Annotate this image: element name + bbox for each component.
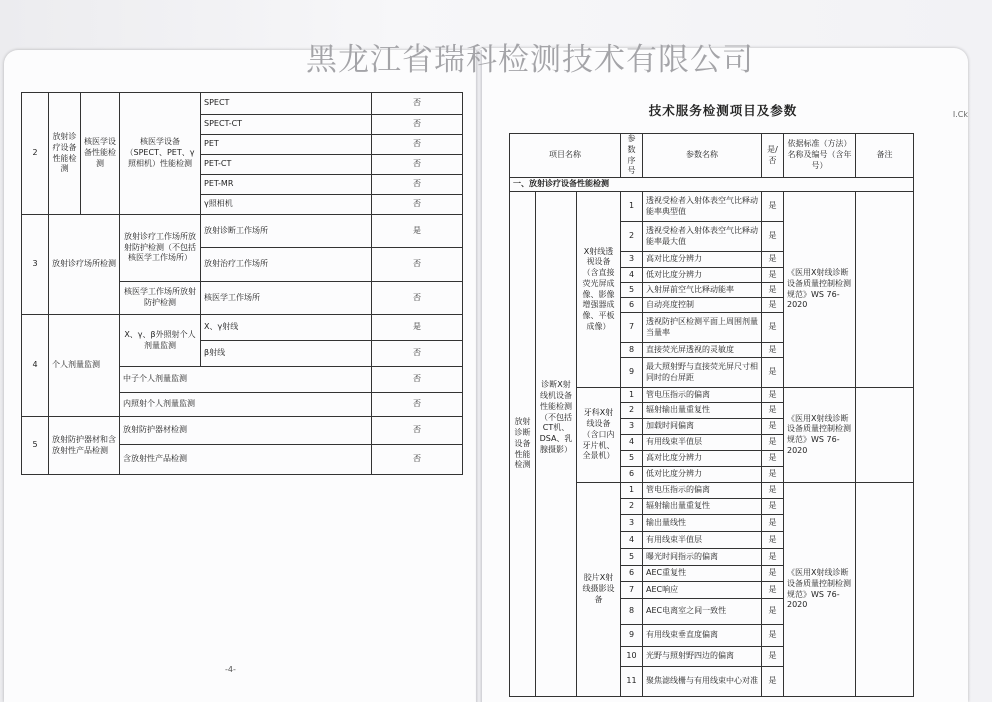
flag-cell: 否 bbox=[372, 155, 463, 175]
param-cell: 透视受检者入射体表空气比释动能率典型值 bbox=[643, 192, 762, 222]
category-cell: 放射诊断设备性能检测 bbox=[510, 192, 536, 697]
param-cell: PET-MR bbox=[201, 175, 372, 195]
seq-cell: 2 bbox=[621, 222, 643, 252]
param-cell: 输出量线性 bbox=[643, 515, 762, 532]
seq-cell: 9 bbox=[621, 358, 643, 388]
param-cell: PET-CT bbox=[201, 155, 372, 175]
seq-cell: 3 bbox=[621, 252, 643, 268]
remark-cell bbox=[856, 483, 914, 697]
param-cell: 有用线束半值层 bbox=[643, 532, 762, 549]
group-item: 放射防护器材检测 bbox=[120, 417, 372, 445]
seq-cell: 2 bbox=[621, 403, 643, 419]
group-category: 个人剂量监测 bbox=[49, 315, 120, 417]
flag-cell: 是 bbox=[762, 667, 784, 697]
flag-cell: 是 bbox=[762, 599, 784, 625]
seq-cell: 1 bbox=[621, 483, 643, 499]
group-subcategory: 核医学设备性能检测 bbox=[81, 93, 120, 215]
flag-cell: 否 bbox=[372, 393, 463, 417]
group-category: 放射诊疗设备性能检测 bbox=[49, 93, 81, 215]
param-cell: 最大照射野与直接荧光屏尺寸相同时的台屏距 bbox=[643, 358, 762, 388]
group-name: 牙科X射线设备（含口内牙片机、全景机） bbox=[577, 388, 621, 483]
param-cell: 聚焦滤线栅与有用线束中心对准 bbox=[643, 667, 762, 697]
seq-cell: 10 bbox=[621, 647, 643, 667]
param-cell: 曝光时间指示的偏离 bbox=[643, 549, 762, 566]
flag-cell: 是 bbox=[762, 549, 784, 566]
flag-cell: 是 bbox=[762, 499, 784, 515]
flag-cell: 是 bbox=[762, 435, 784, 451]
flag-cell: 否 bbox=[372, 135, 463, 155]
header-project: 项目名称 bbox=[510, 134, 621, 178]
group-number: 4 bbox=[22, 315, 49, 417]
param-cell: 辐射输出量重复性 bbox=[643, 403, 762, 419]
param-cell: SPECT bbox=[201, 93, 372, 115]
param-cell: PET bbox=[201, 135, 372, 155]
flag-cell: 否 bbox=[372, 175, 463, 195]
seq-cell: 6 bbox=[621, 467, 643, 483]
seq-cell: 9 bbox=[621, 625, 643, 647]
flag-cell: 是 bbox=[372, 315, 463, 341]
flag-cell: 是 bbox=[762, 483, 784, 499]
param-cell: 直接荧光屏透视的灵敏度 bbox=[643, 343, 762, 358]
param-cell: 放射诊断工作场所 bbox=[201, 215, 372, 248]
flag-cell: 是 bbox=[762, 515, 784, 532]
remark-cell bbox=[856, 192, 914, 388]
param-cell: 光野与照射野四边的偏离 bbox=[643, 647, 762, 667]
seq-cell: 6 bbox=[621, 298, 643, 313]
header-basis: 依据标准（方法）名称及编号（含年号） bbox=[784, 134, 856, 178]
seq-cell: 11 bbox=[621, 667, 643, 697]
param-cell: 高对比度分辨力 bbox=[643, 451, 762, 467]
group-item: 核医学设备（SPECT、PET、γ照相机）性能检测 bbox=[120, 93, 201, 215]
param-cell: 有用线束半值层 bbox=[643, 435, 762, 451]
group-number: 2 bbox=[22, 93, 49, 215]
param-cell: 高对比度分辨力 bbox=[643, 252, 762, 268]
left-table bbox=[21, 92, 463, 475]
group-category: 放射防护器材和含放射性产品检测 bbox=[49, 417, 120, 475]
flag-cell: 否 bbox=[372, 93, 463, 115]
group-number: 3 bbox=[22, 215, 49, 315]
param-cell: 低对比度分辨力 bbox=[643, 467, 762, 483]
flag-cell: 否 bbox=[372, 341, 463, 367]
page-title: 技术服务检测项目及参数 bbox=[648, 103, 798, 118]
flag-cell: 是 bbox=[762, 388, 784, 403]
seq-cell: 4 bbox=[621, 532, 643, 549]
param-cell: X、γ射线 bbox=[201, 315, 372, 341]
basis-cell: 《医用X射线诊断设备质量控制检测规范》WS 76-2020 bbox=[784, 483, 856, 697]
flag-cell: 是 bbox=[762, 313, 784, 343]
param-cell: β射线 bbox=[201, 341, 372, 367]
seq-cell: 8 bbox=[621, 599, 643, 625]
param-cell: SPECT-CT bbox=[201, 115, 372, 135]
param-cell: 入射屏前空气比释动能率 bbox=[643, 283, 762, 298]
flag-cell: 是 bbox=[762, 343, 784, 358]
param-cell: AEC重复性 bbox=[643, 566, 762, 582]
param-cell: 管电压指示的偏离 bbox=[643, 483, 762, 499]
flag-cell: 是 bbox=[762, 647, 784, 667]
param-cell: 管电压指示的偏离 bbox=[643, 388, 762, 403]
flag-cell: 是 bbox=[762, 467, 784, 483]
subcategory-cell: 诊断X射线机设备性能检测（不包括CT机、DSA、乳腺摄影） bbox=[536, 192, 577, 697]
basis-cell: 《医用X射线诊断设备质量控制检测规范》WS 76-2020 bbox=[784, 388, 856, 483]
flag-cell: 否 bbox=[372, 367, 463, 393]
param-cell: 放射治疗工作场所 bbox=[201, 248, 372, 282]
section-title: 一、放射诊疗设备性能检测 bbox=[510, 178, 914, 192]
flag-cell: 否 bbox=[372, 445, 463, 475]
param-cell: γ照相机 bbox=[201, 195, 372, 215]
flag-cell: 否 bbox=[372, 417, 463, 445]
seq-cell: 8 bbox=[621, 343, 643, 358]
page-fold bbox=[476, 50, 482, 702]
flag-cell: 是 bbox=[762, 192, 784, 222]
flag-cell: 否 bbox=[372, 282, 463, 315]
group-item: 含放射性产品检测 bbox=[120, 445, 372, 475]
group-name: 胶片X射线摄影设备 bbox=[577, 483, 621, 697]
seq-cell: 3 bbox=[621, 419, 643, 435]
param-cell: 核医学工作场所 bbox=[201, 282, 372, 315]
flag-cell: 是 bbox=[762, 419, 784, 435]
param-cell: 低对比度分辨力 bbox=[643, 268, 762, 283]
seq-cell: 5 bbox=[621, 283, 643, 298]
seq-cell: 3 bbox=[621, 515, 643, 532]
remark-cell bbox=[856, 388, 914, 483]
group-category: 放射诊疗场所检测 bbox=[49, 215, 120, 315]
param-cell: AEC电离室之间一致性 bbox=[643, 599, 762, 625]
group-item: 内照射个人剂量监测 bbox=[120, 393, 372, 417]
flag-cell: 否 bbox=[372, 195, 463, 215]
flag-cell: 是 bbox=[762, 252, 784, 268]
group-item: 中子个人剂量监测 bbox=[120, 367, 372, 393]
flag-cell: 是 bbox=[762, 298, 784, 313]
flag-cell: 是 bbox=[762, 403, 784, 419]
group-item: X、γ、β外照射个人剂量监测 bbox=[120, 315, 201, 367]
flag-cell: 是 bbox=[762, 532, 784, 549]
group-number: 5 bbox=[22, 417, 49, 475]
header-param: 参数名称 bbox=[643, 134, 762, 178]
flag-cell: 否 bbox=[372, 248, 463, 282]
seq-cell: 4 bbox=[621, 268, 643, 283]
seq-cell: 5 bbox=[621, 549, 643, 566]
group-name: X射线透视设备（含直接荧光屏成像、影像增强器成像、平板成像） bbox=[577, 192, 621, 388]
param-cell: 加载时间偏离 bbox=[643, 419, 762, 435]
header-remark: 备注 bbox=[856, 134, 914, 178]
flag-cell: 是 bbox=[762, 222, 784, 252]
param-cell: 透视受检者入射体表空气比释动能率最大值 bbox=[643, 222, 762, 252]
param-cell: 辐射输出量重复性 bbox=[643, 499, 762, 515]
seq-cell: 2 bbox=[621, 499, 643, 515]
page-number: -4- bbox=[225, 665, 236, 674]
seq-cell: 1 bbox=[621, 192, 643, 222]
param-cell: 有用线束垂直度偏离 bbox=[643, 625, 762, 647]
flag-cell: 是 bbox=[762, 625, 784, 647]
flag-cell: 是 bbox=[762, 283, 784, 298]
company-watermark: 黑龙江省瑞科检测技术有限公司 bbox=[306, 42, 754, 78]
group-item: 放射诊疗工作场所放射防护检测（不包括核医学工作场所） bbox=[120, 215, 201, 282]
flag-cell: 是 bbox=[372, 215, 463, 248]
seq-cell: 5 bbox=[621, 451, 643, 467]
seq-cell: 7 bbox=[621, 313, 643, 343]
param-cell: 自动亮度控制 bbox=[643, 298, 762, 313]
header-seq: 参数序号 bbox=[621, 134, 643, 178]
flag-cell: 是 bbox=[762, 566, 784, 582]
param-cell: 透视防护区检测平面上周围剂量当量率 bbox=[643, 313, 762, 343]
corner-mark: I.Ck bbox=[952, 110, 968, 119]
flag-cell: 否 bbox=[372, 115, 463, 135]
flag-cell: 是 bbox=[762, 582, 784, 599]
param-cell: AEC响应 bbox=[643, 582, 762, 599]
flag-cell: 是 bbox=[762, 451, 784, 467]
group-item: 核医学工作场所放射防护检测 bbox=[120, 282, 201, 315]
seq-cell: 4 bbox=[621, 435, 643, 451]
header-yesno: 是/否 bbox=[762, 134, 784, 178]
seq-cell: 7 bbox=[621, 582, 643, 599]
flag-cell: 是 bbox=[762, 358, 784, 388]
basis-cell: 《医用X射线诊断设备质量控制检测规范》WS 76-2020 bbox=[784, 192, 856, 388]
right-detail-table bbox=[509, 133, 914, 697]
seq-cell: 1 bbox=[621, 388, 643, 403]
flag-cell: 是 bbox=[762, 268, 784, 283]
seq-cell: 6 bbox=[621, 566, 643, 582]
